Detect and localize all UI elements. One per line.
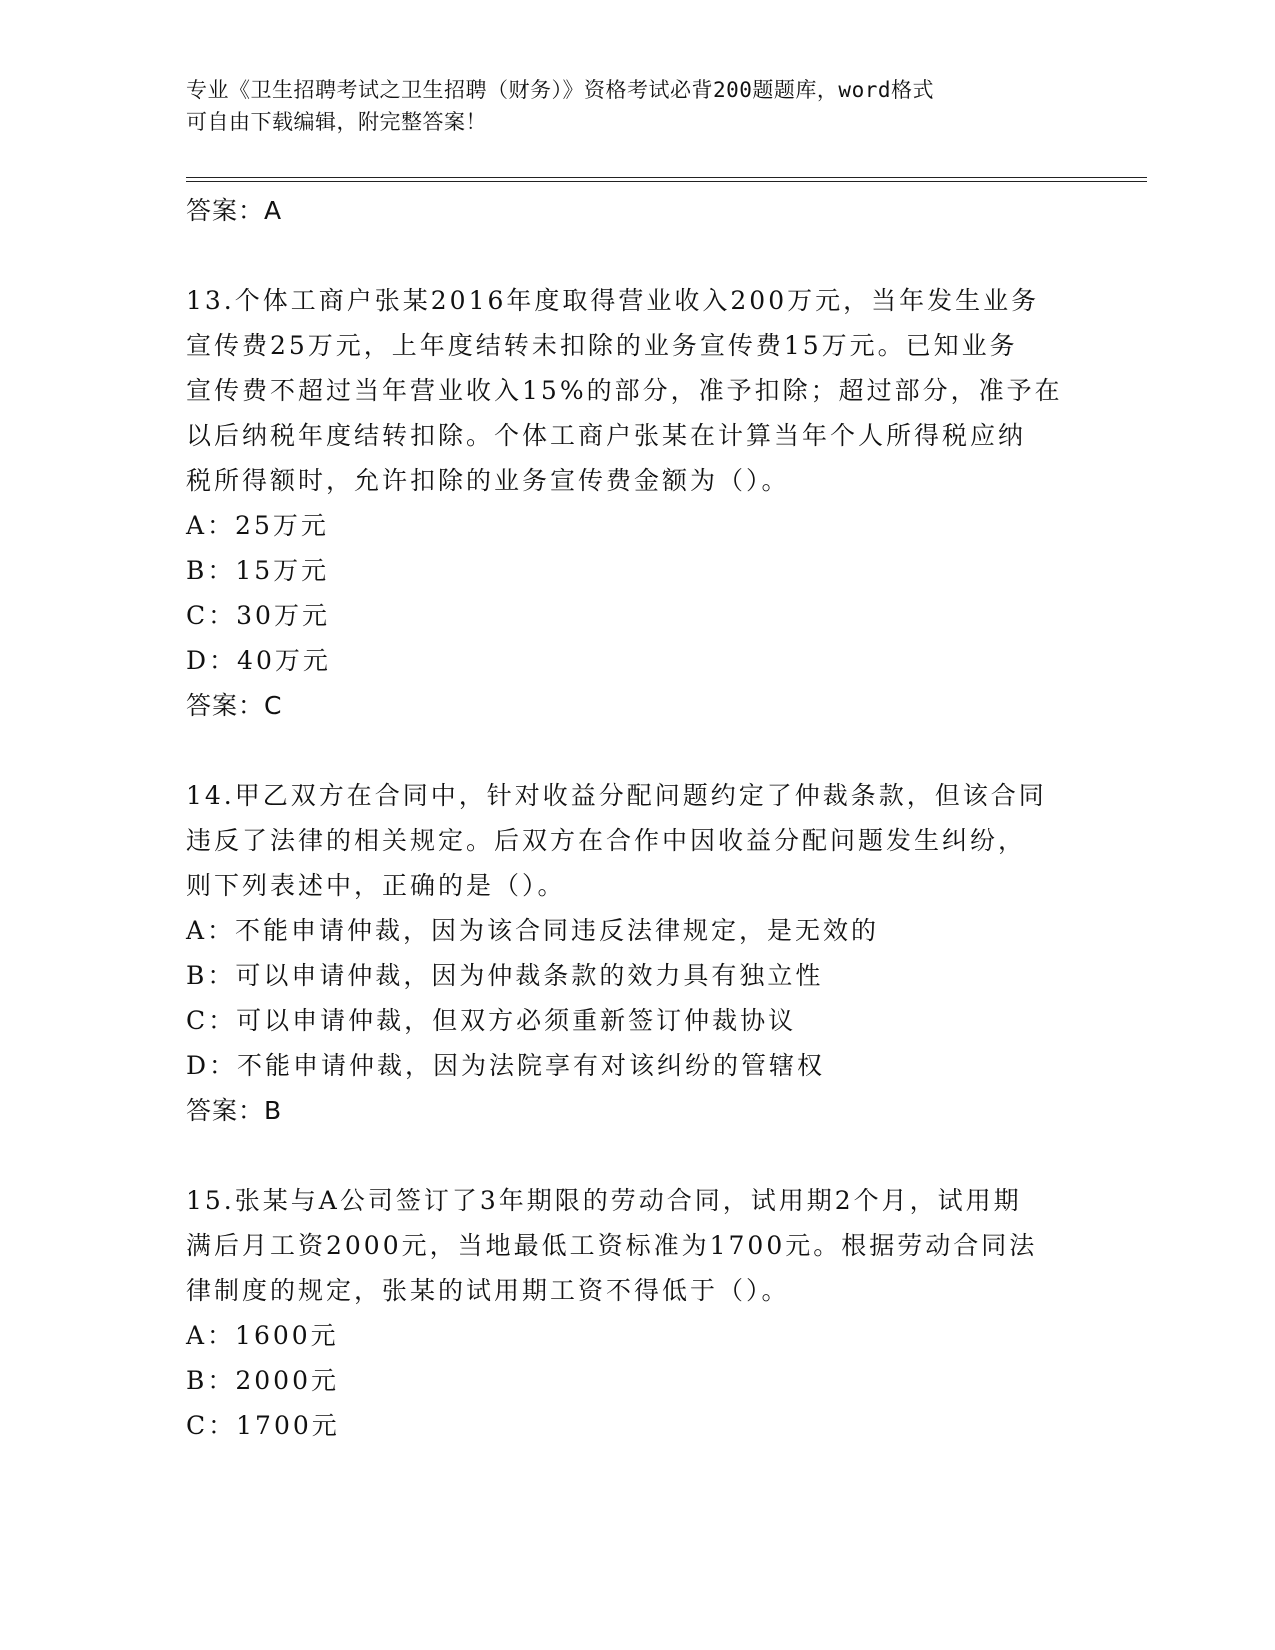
question-13-stem (186, 278, 1086, 503)
question-15-line: 律制度的规定，张某的试用期工资不得低于（）。 (186, 1276, 790, 1305)
answer-label: 答案：A (186, 196, 283, 225)
spacer (186, 1133, 1086, 1178)
header-title-line-2: 可自由下载编辑，附完整答案！ (186, 110, 487, 134)
question-15-stem (186, 1178, 1086, 1313)
question-13-option-d: D：40万元 (186, 646, 331, 675)
spacer (186, 233, 1086, 278)
question-13-line: 13.个体工商户张某2016年度取得营业收入200万元，当年发生业务 (186, 286, 1040, 315)
question-14-option-a: A：不能申请仲裁，因为该合同违反法律规定，是无效的 (186, 916, 880, 945)
question-15-line: 满后月工资2000元，当地最低工资标准为1700元。根据劳动合同法 (186, 1231, 1038, 1260)
question-13-option-c: C：30万元 (186, 601, 330, 630)
question-14-line: 则下列表述中，正确的是（）。 (186, 871, 566, 900)
header-divider-top (186, 177, 1147, 178)
header-title-line-1: 专业《卫生招聘考试之卫生招聘（财务）》资格考试必背200题题库，word格式 (186, 78, 934, 102)
question-13-answer: 答案：C (186, 691, 283, 720)
question-14-stem (186, 773, 1086, 908)
question-13-line: 以后纳税年度结转扣除。个体工商户张某在计算当年个人所得税应纳 (186, 421, 1027, 450)
question-13-line: 宣传费25万元，上年度结转未扣除的业务宣传费15万元。已知业务 (186, 331, 1018, 360)
question-14-option-d: D：不能申请仲裁，因为法院享有对该纠纷的管辖权 (186, 1051, 826, 1080)
question-15-option-a: A：1600元 (186, 1321, 339, 1350)
page-header (186, 74, 1086, 138)
question-13-line: 税所得额时，允许扣除的业务宣传费金额为（）。 (186, 466, 790, 495)
question-14-option-b: B：可以申请仲裁，因为仲裁条款的效力具有独立性 (186, 961, 824, 990)
spacer (186, 728, 1086, 773)
question-13-option-b: B：15万元 (186, 556, 330, 585)
header-divider-bottom (186, 181, 1147, 182)
question-14-line: 违反了法律的相关规定。后双方在合作中因收益分配问题发生纠纷， (186, 826, 1027, 855)
question-13-line: 宣传费不超过当年营业收入15%的部分，准予扣除；超过部分，准予在 (186, 376, 1063, 405)
question-14-answer: 答案：B (186, 1096, 283, 1125)
question-14-option-c: C：可以申请仲裁，但双方必须重新签订仲裁协议 (186, 1006, 797, 1035)
question-15-line: 15.张某与A公司签订了3年期限的劳动合同，试用期2个月，试用期 (186, 1186, 1022, 1215)
question-14-line: 14.甲乙双方在合同中，针对收益分配问题约定了仲裁条款，但该合同 (186, 781, 1047, 810)
document-body (186, 188, 1086, 1448)
question-15-option-c: C：1700元 (186, 1411, 340, 1440)
question-13-option-a: A：25万元 (186, 511, 329, 540)
question-15-option-b: B：2000元 (186, 1366, 339, 1395)
